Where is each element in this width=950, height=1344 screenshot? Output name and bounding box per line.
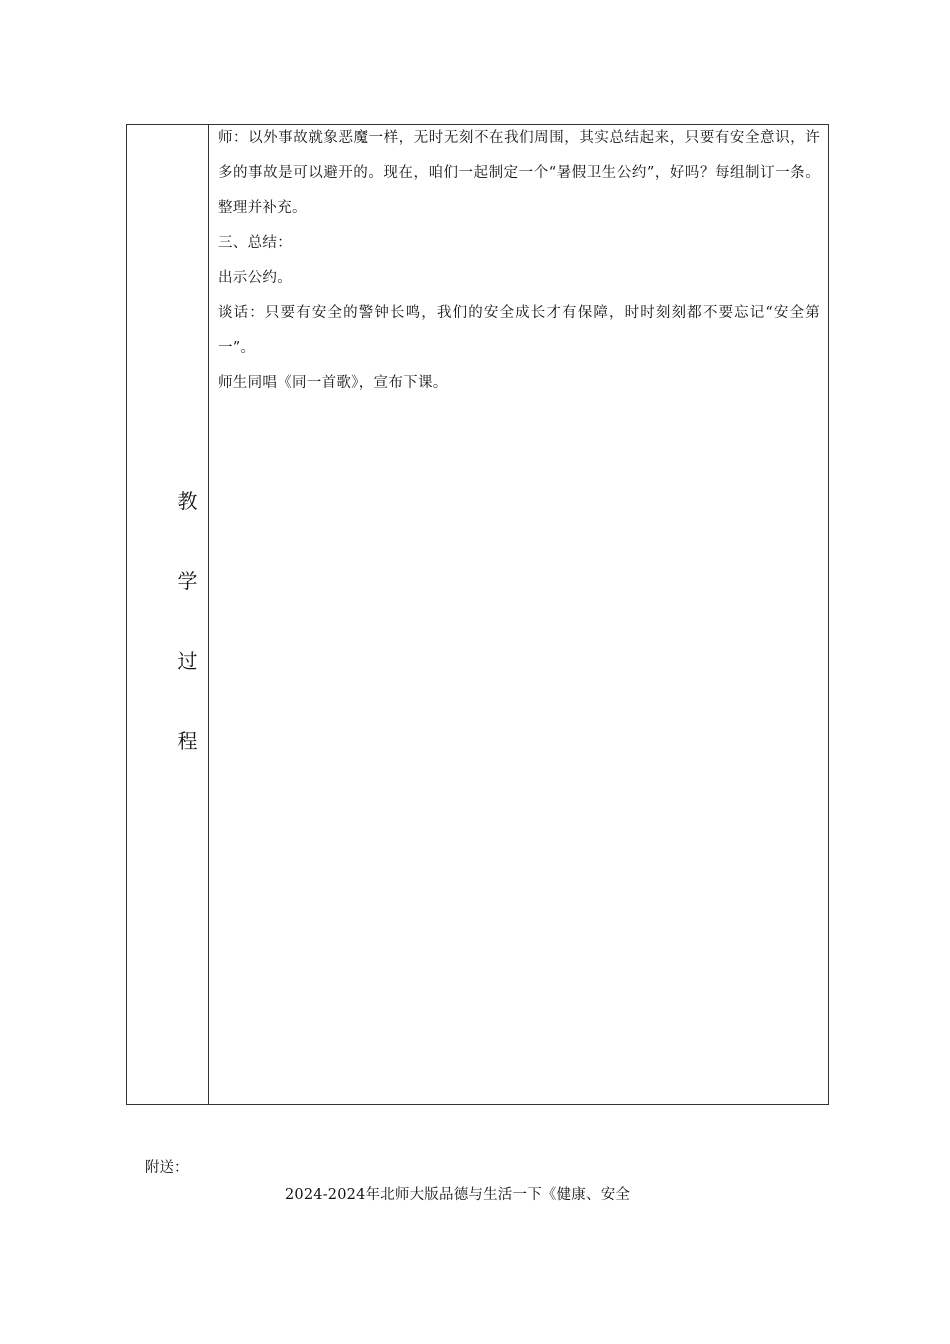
summary-heading: 三、总结： bbox=[218, 235, 292, 251]
section-label-cell bbox=[127, 125, 209, 1104]
section-label bbox=[127, 481, 208, 801]
closing-paragraph: 师生同唱《同一首歌》，宣布下课。 bbox=[218, 375, 448, 391]
talk-paragraph: 谈话：只要有安全的警钟长鸣，我们的安全成长才有保障，时时刻刻都不要忘记“安全第一”。 bbox=[218, 305, 820, 356]
section-label-char: 过 bbox=[177, 649, 198, 673]
teacher-paragraph: 师：以外事故就象恶魔一样，无时无刻不在我们周围，其实总结起来，只要有安全意识，许多的事故是可以避开的。现在，咱们一起制定一个“暑假卫生公约”，好吗？每组制订一条。整理并补充。 bbox=[218, 130, 820, 216]
show-convention-text: 出示公约。 bbox=[218, 270, 292, 286]
lesson-table bbox=[126, 124, 829, 1105]
section-label-char: 学 bbox=[177, 569, 198, 593]
section-label-char: 教 bbox=[177, 489, 198, 513]
appendix-label: 附送： bbox=[145, 1160, 189, 1176]
appendix-title: 2024-2024年北师大版品德与生活一下《健康、安全 bbox=[285, 1187, 631, 1203]
teaching-process-cell bbox=[209, 125, 828, 1104]
section-label-char: 程 bbox=[177, 729, 198, 753]
